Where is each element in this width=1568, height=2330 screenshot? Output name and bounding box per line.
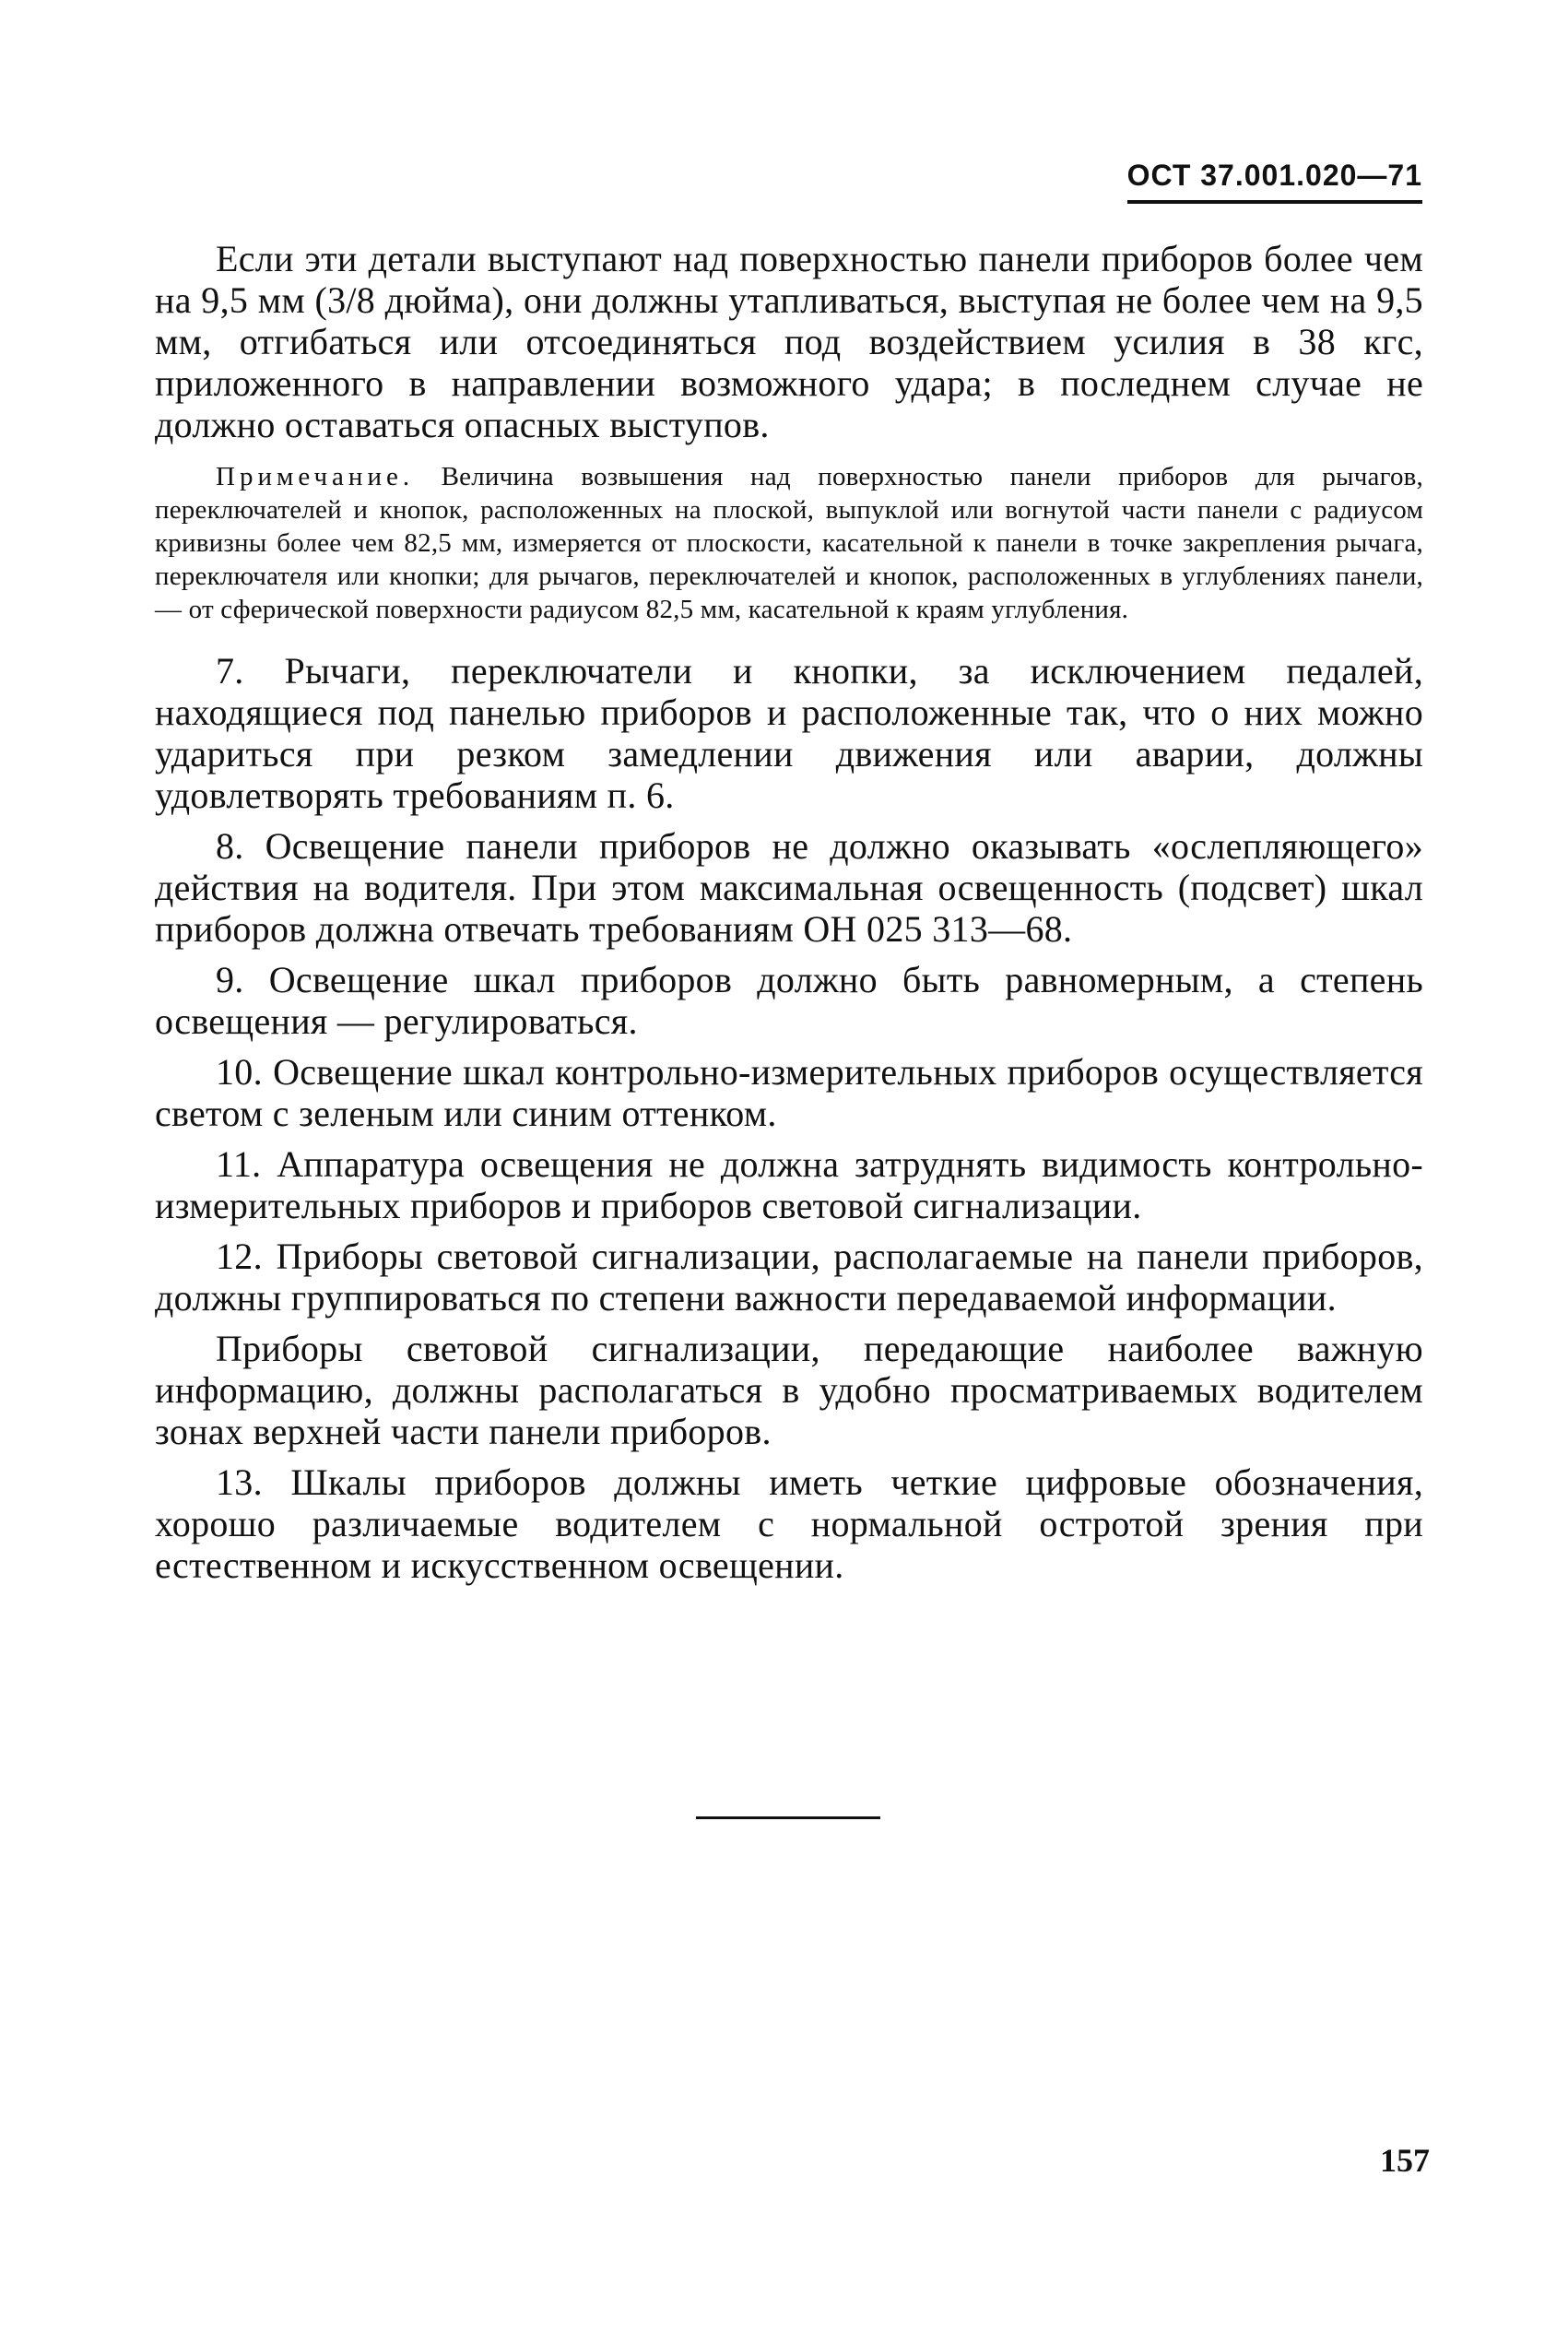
- standard-code-header: ОСТ 37.001.020—71: [1127, 159, 1422, 204]
- paragraph-item-12: 12. Приборы световой сигнализации, располагаемые на панели приборов, должны группироваться по степени важности передаваемой информации.: [155, 1236, 1423, 1319]
- page-number: 157: [1380, 2142, 1430, 2179]
- paragraph-item-10: 10. Освещение шкал контрольно-измерительных приборов осуществляется светом с зеленым или синим оттенком.: [155, 1051, 1423, 1134]
- note-text: Величина возвышения над поверхностью панели приборов для рычагов, переключателей и кнопок, расположенных на плоской, выпуклой или вогнутой части панели с радиусом кривизны более чем 82,5 мм, измеряется от плоскости, касательной к панели в точке закрепления рычага, переключателя или кнопки; для рычагов, переключателей и кнопок, расположенных в углублениях панели, — от сферической поверхности радиусом 82,5 мм, касательной к краям углубления.: [155, 462, 1424, 624]
- paragraph-item-13: 13. Шкалы приборов должны иметь четкие цифровые обозначения, хорошо различаемые водителем с нормальной остротой зрения при естественном и искусственном освещении.: [155, 1461, 1423, 1586]
- note-label: Примечание.: [216, 462, 415, 491]
- paragraph-item-11: 11. Аппаратура освещения не должна затруднять видимость контрольно-измерительных приборов и приборов световой сигнализации.: [155, 1143, 1423, 1226]
- paragraph-item-8: 8. Освещение панели приборов не должно оказывать «ослепляющего» действия на водителя. При этом максимальная освещенность (подсвет) шкал приборов должна отвечать требованиям ОН 025 313—68.: [155, 825, 1423, 950]
- paragraph-item-9: 9. Освещение шкал приборов должно быть равномерным, а степень освещения — регулироваться.: [155, 959, 1423, 1042]
- note-block: [155, 460, 1423, 626]
- paragraph-item-7: 7. Рычаги, переключатели и кнопки, за исключением педалей, находящиеся под панелью приборов и расположенные так, что о них можно удариться при резком замедлении движения или аварии, должны удовлетворять требованиям п. 6.: [155, 650, 1423, 816]
- end-separator-rule: [696, 1816, 880, 1819]
- paragraph-intro: Если эти детали выступают над поверхностью панели приборов более чем на 9,5 мм (3/8 дюйма), они должны утапливаться, выступая не более чем на 9,5 мм, отгибаться или отсоединяться под воздействием усилия в 38 кгс, приложенного в направлении возможного удара; в последнем случае не должно оставаться опасных выступов.: [155, 238, 1423, 445]
- page-body: [155, 238, 1423, 1595]
- paragraph-item-12-continued: Приборы световой сигнализации, передающие наиболее важную информацию, должны располагаться в удобно просматриваемых водителем зонах верхней части панели приборов.: [155, 1328, 1423, 1452]
